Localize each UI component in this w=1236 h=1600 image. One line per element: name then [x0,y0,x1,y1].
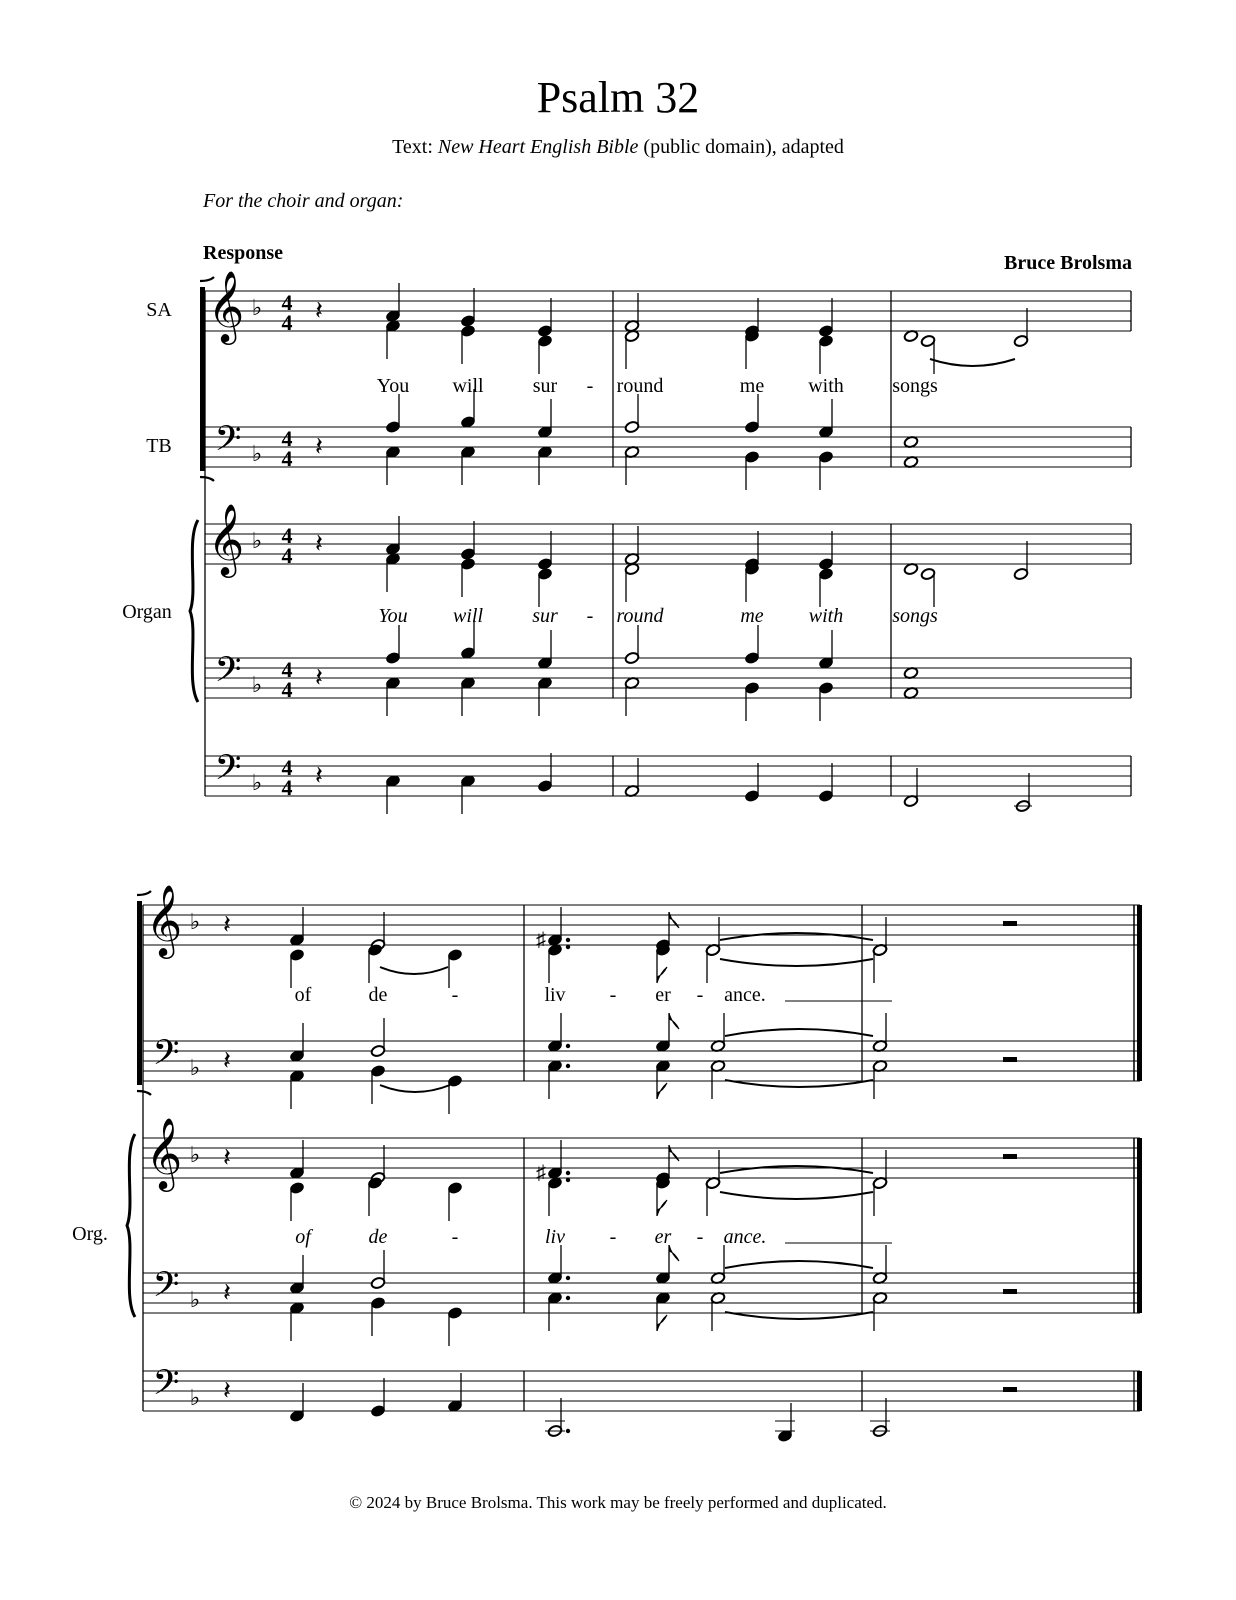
quarter-rest-icon: 𝄽 [315,663,323,692]
treble-clef-icon: 𝄞 [145,887,183,955]
time-signature-top: 4 [281,523,293,548]
half-rest-icon [1003,1154,1017,1159]
lyric-organ: ance. [723,1226,767,1248]
quarter-rest-icon: 𝄽 [223,1376,231,1405]
section-label: Response [203,242,284,264]
sharp-accidental-icon: ♯ [536,1162,546,1184]
lyric-choir: songs [892,375,938,397]
augmentation-dot [566,1064,570,1068]
composer: Bruce Brolsma [1004,252,1132,274]
augmentation-dot [566,1429,570,1433]
half-rest-icon [1003,1289,1017,1294]
time-signature-top: 4 [281,426,293,451]
staff-label-organ: Organ [122,601,172,623]
quarter-rest-icon: 𝄽 [315,432,323,461]
lyric-choir: with [808,375,844,397]
subtitle-source: New Heart English Bible [437,136,639,158]
lyric-choir: - [451,984,459,1006]
time-signature-bottom: 4 [281,310,293,335]
treble-clef-icon: 𝄞 [207,273,245,341]
quarter-rest-icon: 𝄽 [315,529,323,558]
flat-key-signature-icon: ♭ [251,770,263,795]
bass-clef-icon: 𝄢 [152,1365,180,1411]
quarter-rest-icon: 𝄽 [315,296,323,325]
eighth-flag-icon [669,912,679,928]
staff-label-tb: TB [146,435,172,457]
copyright-footer: © 2024 by Bruce Brolsma. This work may be freely performed and duplicated. [349,1493,887,1512]
lyric-organ: You [378,605,408,627]
augmentation-dot [566,1276,570,1280]
eighth-flag-icon [657,1315,667,1331]
lyric-choir: of [294,984,312,1006]
lyric-organ: liv [545,1226,565,1248]
bass-clef-icon: 𝄢 [214,750,242,796]
treble-clef-icon: 𝄞 [207,506,245,574]
augmentation-dot [566,945,570,949]
quarter-rest-icon: 𝄽 [315,761,323,790]
choir-bracket [200,287,205,471]
sharp-accidental-icon: ♯ [536,929,546,951]
bass-clef-icon: 𝄢 [152,1035,180,1081]
lyric-choir: er [655,984,671,1006]
tie [720,1166,873,1173]
augmentation-dot [566,1044,570,1048]
time-signature-bottom: 4 [281,775,293,800]
slur [380,967,448,974]
half-rest-icon [1003,1057,1017,1062]
choir-bracket [137,901,142,1085]
final-barline-thick [1137,1371,1142,1411]
quarter-rest-icon: 𝄽 [223,1278,231,1307]
organ-brace [190,520,198,702]
tie [725,1261,873,1268]
flat-key-signature-icon: ♭ [189,1287,201,1312]
staff-label-sa: SA [146,299,172,321]
lyric-organ: round [616,605,664,627]
page-title: Psalm 32 [536,73,700,122]
lyric-organ: of [295,1226,311,1248]
lyric-choir: - [609,984,617,1006]
lyric-choir: round [616,375,664,397]
bracket-hook-bottom [200,477,214,481]
lyric-organ: with [808,605,844,627]
treble-clef-icon: 𝄞 [145,1120,183,1188]
augmentation-dot [566,1171,570,1175]
time-signature-bottom: 4 [281,677,293,702]
staff-label-org: Org. [72,1223,108,1245]
lyric-organ: - [586,605,594,627]
quarter-rest-icon: 𝄽 [223,1046,231,1075]
lyric-choir: me [739,375,765,397]
flat-key-signature-icon: ♭ [189,1142,201,1167]
time-signature-top: 4 [281,755,293,780]
subtitle-prefix: Text: [392,136,438,158]
augmentation-dot [566,1296,570,1300]
lyric-organ: - [609,1226,617,1248]
lyric-choir: You [376,375,410,397]
instruction: For the choir and organ: [203,190,404,212]
tie [720,959,873,966]
lyric-organ: - [696,1226,704,1248]
bass-clef-icon: 𝄢 [214,421,242,467]
augmentation-dot [566,938,570,942]
lyric-organ: will [452,605,484,627]
flat-key-signature-icon: ♭ [251,441,263,466]
lyric-organ: me [740,605,764,627]
slur [380,1085,450,1092]
organ-brace [127,1134,135,1317]
augmentation-dot [566,1178,570,1182]
quarter-rest-icon: 𝄽 [223,910,231,939]
time-signature-top: 4 [281,657,293,682]
eighth-flag-icon [669,1145,679,1161]
eighth-flag-icon [657,967,667,983]
half-rest-icon [1003,921,1017,926]
final-barline-thick [1137,905,1142,1081]
time-signature-top: 4 [281,290,293,315]
eighth-flag-icon [669,1013,679,1029]
lyric-choir: de [368,984,388,1006]
quarter-rest-icon: 𝄽 [223,1143,231,1172]
lyric-organ: - [451,1226,459,1248]
flat-key-signature-icon: ♭ [189,1055,201,1080]
half-rest-icon [1003,1387,1017,1392]
flat-key-signature-icon: ♭ [189,909,201,934]
tie [720,933,873,940]
slur [930,359,1015,366]
time-signature-bottom: 4 [281,446,293,471]
lyric-organ: songs [892,605,938,627]
lyric-choir: ance. [724,984,766,1006]
lyric-choir: liv [544,984,566,1006]
lyric-organ: de [368,1226,388,1248]
bass-clef-icon: 𝄢 [214,652,242,698]
tie [720,1192,873,1199]
flat-key-signature-icon: ♭ [251,295,263,320]
tie [725,1029,873,1036]
lyric-choir: sur [532,375,558,397]
lyric-organ: er [654,1226,672,1248]
lyric-organ: sur [532,605,558,627]
eighth-flag-icon [657,1200,667,1216]
time-signature-bottom: 4 [281,543,293,568]
lyric-choir: will [452,375,484,397]
lyric-choir: - [696,984,704,1006]
final-barline-thick [1137,1138,1142,1313]
bracket-hook-bottom [137,1091,151,1095]
flat-key-signature-icon: ♭ [251,528,263,553]
flat-key-signature-icon: ♭ [251,672,263,697]
subtitle-suffix: (public domain), adapted [638,136,844,158]
flat-key-signature-icon: ♭ [189,1385,201,1410]
lyric-choir: - [586,375,594,397]
bass-clef-icon: 𝄢 [152,1267,180,1313]
eighth-flag-icon [657,1083,667,1099]
